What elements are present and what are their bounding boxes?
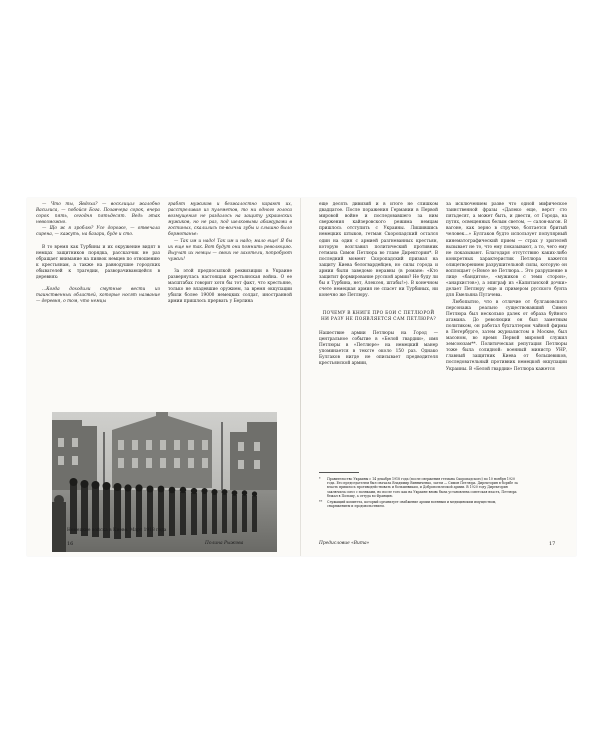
right-column-2 xyxy=(446,202,567,373)
footnotes xyxy=(319,477,519,510)
left-column-2 xyxy=(168,202,292,306)
footnote-text: Служащий комитета, который организует снабжение армии военным и медицинским имуществом, снаряжением и продовольствием. xyxy=(327,500,497,509)
footnote-mark: * xyxy=(319,477,321,481)
section-heading: ПОЧЕМУ В КНИГЕ ПРО БОИ С ПЕТЛЮРОЙ НИ РАЗУ НЕ ПОЯВЛЯЕТСЯ САМ ПЕТЛЮРА? xyxy=(321,311,436,323)
photo-caption: Немецкие войска в Киеве. Март 1918 года xyxy=(67,528,167,533)
paragraph: — Что ты, Явдоха? — восклицал жалобно Василиса, — побойся Бога. Позавчера сорок, вчера сорок пять, сегодня пятьдесят. Ведь этак невозможно. xyxy=(36,202,160,226)
page-number-right: 17 xyxy=(549,541,556,547)
paragraph: …Когда доходили смутные вести из таинственных областей, которые носят название — деревня, о том, что немцы xyxy=(36,287,160,305)
footnote-text: Правительство Украины с 14 декабря 1918 года (после свержения гетмана Скоропадского) по 10 ноября 1920 года. Его председателем был сначала Владимир Винниченко, затем — Симон Петлюра. Директория в борьбе за власть пришлось противодействовать и большевикам, и Добровольческой армии. В 1920 году Директория заключила союз с поляками, но после того как на Украине вновь была установлена советская власть, Петлюра бежал в Польшу, а оттуда во Францию. xyxy=(327,477,518,498)
paragraph: Нашествие армии Петлюры на Город — центральное событие в «Белой гвардии», имя Петлюры в «Петлюре» на немецкий манер упоминается в тексте около 150 раз. Однако Булгаков нигде не описывает предводителя крестьянской армии, xyxy=(319,331,438,367)
paragraph: — Що ж я зроблю? Усе дороже, — отвечала сирена, — кажуть, на базари, буде и сто. xyxy=(36,226,160,238)
book-gutter xyxy=(300,198,301,556)
left-page xyxy=(27,198,300,556)
paragraph: В то время как Турбины и их окружение видят в немцах защитников порядка, рассказчик не раз обращает внимание на пиявок немцев по отношению к крестьянам, а также на равнодушие городских обывателей к трагедии, разворачивающейся в деревнях: xyxy=(36,244,160,281)
paragraph: грабят мужиков и безжалостно карают их, расстреливая из пулеметов, то ни одного голоса возмущения не раздалось на защиту украинских мужиков, но не раз, под шелковыми абажурами в гостиных, скалились по-волчьи зубы и слышно было бормотанье: xyxy=(168,202,292,238)
footnote-rule xyxy=(319,472,359,473)
running-head-right: Предисловие «Вита» xyxy=(319,541,370,546)
left-column-1 xyxy=(36,202,160,305)
right-column-1-continued xyxy=(319,331,438,368)
footnote-mark: ** xyxy=(319,500,323,505)
paragraph: — Так им и надо! Так им и надо; мало еще! Я бы их еще не так. Вот будут они помнить революцию. Выучат их немцы — своих не захотели, попробуют чужих! xyxy=(168,238,292,262)
right-column-1 xyxy=(319,202,438,300)
book-spread xyxy=(27,198,576,556)
paragraph: За этой предпосылкой реквизиции в Украине развернулась настоящая крестьянская война. О ее масштабах говорит хотя бы тот факт, что крестьяне, только не владевшие оружием, за время оккупации убили более 19000 немецких солдат, иностранной армии пришлось прервать у Берлина xyxy=(168,268,292,305)
running-head-left: Полина Рыжова xyxy=(205,541,244,546)
paragraph: за исключением разве что одной мифическое таинственной фразы «Далеко еще, верст сто пятьдесят, а может быть, и двести, от Города, на путях, освещенных белым светом, — салон-вагон. В вагоне, как зерно в стручке, болтается бритый человек…» Булгаков будто использует популярный кинематографический прием — страх у зрителей вызывает не то, что ему показывают, а то, чего ему не показывают. Благодаря отсутствию каких-либо конкретных характеристик Петлюра кажется олицетворением разрушительной силы, которую он воплощает («Вовсе не Петлюра… Это разрушение в лице «бандитов», «мужиков с теми сторон», «анархистов»), а эпиграф из «Капитанской дочки» делает Петлюру еще и примером русского бунта для Емельяна Пугачева. xyxy=(446,202,567,299)
footnote xyxy=(319,477,519,498)
right-page xyxy=(301,198,576,556)
footnote xyxy=(319,500,519,508)
page-number-left: 16 xyxy=(67,541,74,547)
paragraph: Любопытно, что в отличие от булгаковского персонажа реально существовавший Симон Петлюра был несколько далек от образа буйного атамана. До революции он был заметным политиком, он работал бухгалтером чайной фирмы в Петербурге, затем журналистом в Москве, был масоном, во время Первой мировой служил земсоюзам**. Политическая репутация Петлюры тоже была солидной: военный министр УНР, главный защитник Киева от большевиков, последовательный противник немецкой оккупации Украины. В «Белой гвардии» Петлюра кажется xyxy=(446,299,567,372)
paragraph: еще десять дивизий и в итоге не слишком двадцатое. После поражения Германии в Первой мировой войне и последовавшего за ним свержения кайзеровского режима немцам пришлось отступить с Украины. Лишившись немецких штыков, гетман Скоропадский остался один на один с армией разгневанных крестьян, которую возглавил политический противник гетмана Симон Петлюра во главе Директории*. В последний момент Скоропадский призвал на защиту Киева белогвардейцев, но силы города и армии были заведомо неравны (в романе: «Кто защитит формирование русской армии? Не буду ли бы я Турбина, нет, Алексея, штабы!»). В конечном счете немецкая армия не спасет ни Турбиных, ни конечно же Петлюру. xyxy=(319,202,438,299)
